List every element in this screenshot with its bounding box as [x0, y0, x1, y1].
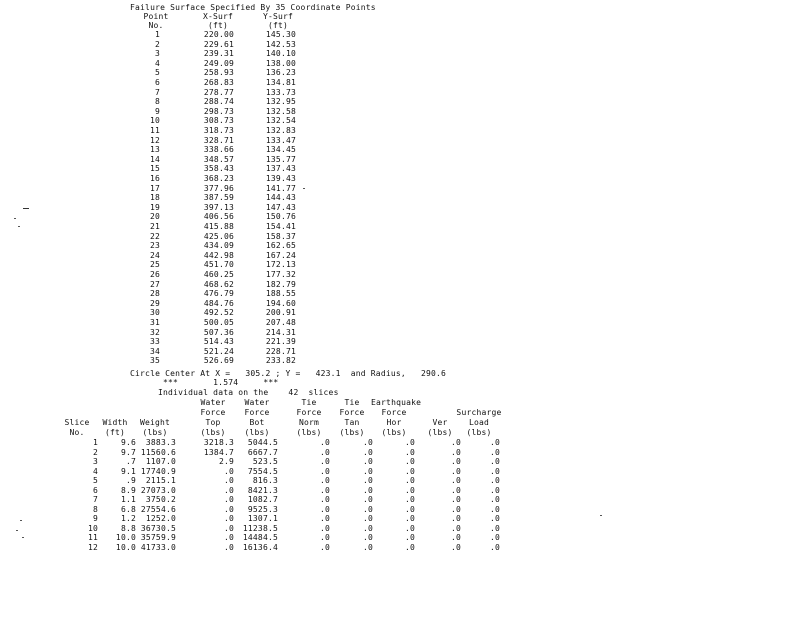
slice-header-cell: Force [200, 408, 226, 417]
slice-cell: .0 [404, 533, 415, 542]
y-surf-value: 133.73 [265, 87, 296, 97]
slice-cell: .0 [450, 504, 461, 514]
y-surf-value: 188.55 [265, 289, 296, 299]
slice-cell: .0 [223, 504, 234, 514]
safety-factor-line: *** 1.574 *** [163, 378, 279, 387]
point-no: 2 [154, 39, 160, 49]
slice-cell: 10 [87, 523, 98, 533]
slice-cell: 5044.5 [247, 438, 278, 447]
slice-header-cell: (lbs) [200, 428, 226, 437]
y-surf-value: 150.76 [265, 212, 296, 222]
slice-header-cell: Top [205, 418, 221, 427]
y-surf-value: 141.77 [265, 183, 296, 193]
slice-cell: .0 [404, 457, 415, 466]
x-surf-value: 514.43 [203, 337, 234, 347]
slice-cell: .0 [362, 438, 373, 447]
scan-speck [14, 218, 16, 219]
x-surf-value: 434.09 [203, 241, 234, 251]
slice-cell: 1.1 [120, 495, 136, 504]
scan-speck [18, 226, 20, 227]
y-surf-value: 154.41 [265, 222, 296, 231]
slice-cell: 11560.6 [140, 447, 176, 457]
points-header-no: No. [148, 21, 164, 30]
slice-cell: .0 [404, 485, 415, 495]
slice-cell: 9.1 [120, 466, 136, 476]
x-surf-value: 442.98 [203, 250, 234, 260]
slice-cell: 2115.1 [145, 476, 176, 485]
y-surf-value: 145.30 [265, 30, 296, 39]
slice-header-cell: Width [102, 418, 128, 427]
y-surf-value: 233.82 [265, 356, 296, 366]
slice-cell: .0 [404, 447, 415, 457]
point-no: 22 [149, 231, 160, 241]
slice-header-cell: Force [339, 408, 365, 417]
y-surf-value: 135.77 [265, 154, 296, 164]
slice-cell: .0 [404, 466, 415, 476]
slice-header-cell: Earthquake [371, 398, 422, 407]
slice-cell: .9 [125, 476, 136, 485]
slice-cell: .0 [362, 447, 373, 457]
point-no: 24 [149, 250, 160, 260]
slice-header-cell: Weight [139, 418, 171, 427]
point-no: 18 [149, 193, 160, 203]
y-surf-value: 147.43 [265, 202, 296, 212]
slice-cell: .0 [404, 523, 415, 533]
scan-speck [600, 515, 602, 516]
scan-speck [22, 537, 24, 538]
slice-cell: 1.2 [120, 514, 136, 523]
slice-cell: .0 [450, 523, 461, 533]
y-surf-value: 142.53 [265, 39, 296, 49]
x-surf-value: 500.05 [203, 318, 234, 327]
point-no: 12 [149, 135, 160, 145]
x-surf-value: 258.93 [203, 68, 234, 78]
x-surf-value: 484.76 [203, 298, 234, 308]
y-surf-value: 221.39 [265, 337, 296, 347]
slice-header-cell: Force [244, 408, 270, 417]
slice-cell: .0 [450, 447, 461, 457]
slice-header-cell: (lbs) [244, 428, 270, 437]
y-surf-value: 200.91 [265, 308, 296, 318]
slice-cell: .0 [223, 485, 234, 495]
slice-cell: 14484.5 [242, 533, 278, 542]
slice-cell: .0 [319, 485, 330, 495]
slice-cell: 11238.5 [242, 523, 278, 533]
slice-cell: .0 [450, 514, 461, 523]
slice-cell: .0 [450, 485, 461, 495]
y-surf-value: 167.24 [265, 250, 296, 260]
slice-cell: .0 [450, 533, 461, 542]
slice-cell: .0 [319, 438, 330, 447]
slice-cell: .0 [223, 533, 234, 542]
slice-cell: .0 [489, 514, 500, 523]
slice-cell: 9.6 [120, 438, 136, 447]
slice-cell: 816.3 [252, 476, 278, 485]
x-surf-value: 328.71 [203, 135, 234, 145]
slice-header-cell: (lbs) [339, 428, 365, 437]
y-surf-value: 158.37 [265, 231, 296, 241]
x-surf-value: 298.73 [203, 106, 234, 116]
slice-header-cell: Force [381, 408, 407, 417]
x-surf-value: 278.77 [203, 87, 234, 97]
point-no: 34 [149, 346, 160, 356]
x-surf-value: 308.73 [203, 116, 234, 126]
slice-header-cell: (lbs) [427, 428, 453, 437]
point-no: 14 [149, 154, 160, 164]
slice-cell: .0 [489, 495, 500, 504]
slice-cell: 16136.4 [242, 542, 278, 552]
slice-cell: 6667.7 [247, 447, 278, 457]
slice-header-cell: (ft) [104, 428, 126, 437]
slice-cell: 8421.3 [247, 485, 278, 495]
slice-cell: .0 [404, 542, 415, 552]
x-surf-value: 268.83 [203, 78, 234, 87]
slice-cell: 12 [87, 542, 98, 552]
slice-cell: 8.9 [120, 485, 136, 495]
x-surf-value: 368.23 [203, 174, 234, 183]
slice-cell: 27554.6 [140, 504, 176, 514]
x-surf-value: 220.00 [203, 30, 234, 39]
point-no: 9 [154, 106, 160, 116]
slice-cell: .0 [362, 523, 373, 533]
x-surf-value: 476.79 [203, 289, 234, 299]
point-no: 27 [149, 279, 160, 289]
slice-cell: 41733.0 [140, 542, 176, 552]
y-surf-value: 172.13 [265, 260, 296, 270]
slice-header-cell: Surcharge [456, 408, 502, 417]
x-surf-value: 229.61 [203, 39, 234, 49]
slice-cell: .0 [450, 495, 461, 504]
slice-cell: 3750.2 [145, 495, 176, 504]
points-header-xunit: (ft) [207, 21, 229, 30]
slice-cell: .0 [319, 514, 330, 523]
x-surf-value: 451.70 [203, 260, 234, 270]
point-no: 20 [149, 212, 160, 222]
slice-cell: .0 [319, 542, 330, 552]
slice-cell: 1307.1 [247, 514, 278, 523]
slice-cell: 6.8 [120, 504, 136, 514]
slice-cell: 3 [92, 457, 98, 466]
slice-cell: .0 [489, 504, 500, 514]
x-surf-value: 318.73 [203, 126, 234, 135]
slice-cell: .0 [362, 542, 373, 552]
slice-cell: .0 [362, 476, 373, 485]
x-surf-value: 526.69 [203, 356, 234, 366]
y-surf-value: 133.47 [265, 135, 296, 145]
slice-cell: 5 [92, 476, 98, 485]
point-no: 5 [154, 68, 160, 78]
slice-cell: 2 [92, 447, 98, 457]
slice-cell: 1082.7 [247, 495, 278, 504]
y-surf-value: 132.54 [265, 116, 296, 126]
slice-cell: .0 [404, 514, 415, 523]
slices-intro: Individual data on the 42 slices [158, 388, 339, 397]
slice-cell: .0 [223, 523, 234, 533]
slice-cell: .0 [223, 542, 234, 552]
slice-header-cell: Slice [64, 418, 90, 427]
slice-header-cell: (lbs) [296, 428, 322, 437]
slice-cell: 3883.3 [145, 438, 176, 447]
slice-cell: 2.9 [218, 457, 234, 466]
slice-cell: .0 [450, 466, 461, 476]
slice-header-cell: Load [468, 418, 490, 427]
slice-cell: .0 [362, 485, 373, 495]
x-surf-value: 358.43 [203, 164, 234, 174]
points-header-xsurf: X-Surf [202, 12, 234, 21]
slice-cell: 10.0 [115, 542, 136, 552]
y-surf-value: 228.71 [265, 346, 296, 356]
slice-cell: 8.8 [120, 523, 136, 533]
slice-cell: .0 [489, 485, 500, 495]
slice-cell: .0 [319, 504, 330, 514]
x-surf-value: 415.88 [203, 222, 234, 231]
slice-header-cell: (lbs) [381, 428, 407, 437]
y-surf-value: 214.31 [265, 327, 296, 337]
y-surf-value: 139.43 [265, 174, 296, 183]
y-surf-value: 134.81 [265, 78, 296, 87]
point-no: 4 [154, 58, 160, 68]
slice-cell: .0 [404, 438, 415, 447]
circle-center-line: Circle Center At X = 305.2 ; Y = 423.1 and Radius, 290.6 [130, 369, 447, 378]
point-no: 35 [149, 356, 160, 366]
point-no: 11 [149, 126, 160, 135]
slice-cell: 9525.3 [247, 504, 278, 514]
slice-cell: 1107.0 [145, 457, 176, 466]
scan-speck [20, 520, 22, 521]
slice-cell: 8 [92, 504, 98, 514]
slice-cell: 6 [92, 485, 98, 495]
x-surf-value: 468.62 [203, 279, 234, 289]
slice-header-cell: (lbs) [466, 428, 492, 437]
point-no: 3 [154, 49, 160, 59]
x-surf-value: 288.74 [203, 97, 234, 107]
slice-header-cell: Tan [344, 418, 360, 427]
point-no: 1 [154, 30, 160, 39]
slice-header-cell: Ver [432, 418, 448, 427]
slice-cell: .0 [450, 438, 461, 447]
points-header-ysurf: Y-Surf [262, 12, 294, 21]
slice-header-cell: No. [69, 428, 85, 437]
point-no: 28 [149, 289, 160, 299]
slice-header-cell: Hor [386, 418, 402, 427]
y-surf-value: 162.65 [265, 241, 296, 251]
point-no: 7 [154, 87, 160, 97]
point-no: 33 [149, 337, 160, 347]
y-surf-value: 134.45 [265, 145, 296, 155]
slice-header-cell: Water [244, 398, 270, 407]
y-surf-value: 132.95 [265, 97, 296, 107]
slice-cell: .0 [319, 533, 330, 542]
slice-cell: .0 [319, 495, 330, 504]
y-surf-value: 137.43 [265, 164, 296, 174]
slice-cell: 36730.5 [140, 523, 176, 533]
slice-cell: .0 [362, 495, 373, 504]
point-no: 15 [149, 164, 160, 174]
slice-cell: .0 [223, 476, 234, 485]
y-surf-value: 136.23 [265, 68, 296, 78]
point-no: 13 [149, 145, 160, 155]
slice-cell: 17740.9 [140, 466, 176, 476]
x-surf-value: 239.31 [203, 49, 234, 59]
slice-cell: 9 [92, 514, 98, 523]
x-surf-value: 460.25 [203, 270, 234, 279]
slice-header-cell: Norm [298, 418, 320, 427]
slice-header-cell: Tie [344, 398, 360, 407]
point-no: 31 [149, 318, 160, 327]
slice-cell: 1 [92, 438, 98, 447]
point-no: 6 [154, 78, 160, 87]
x-surf-value: 397.13 [203, 202, 234, 212]
x-surf-value: 521.24 [203, 346, 234, 356]
x-surf-value: 406.56 [203, 212, 234, 222]
slice-cell: .0 [362, 504, 373, 514]
x-surf-value: 492.52 [203, 308, 234, 318]
slice-cell: 523.5 [252, 457, 278, 466]
point-no: 23 [149, 241, 160, 251]
y-surf-value: 140.10 [265, 49, 296, 59]
points-header-yunit: (ft) [267, 21, 289, 30]
slice-cell: .0 [223, 514, 234, 523]
slice-cell: .0 [489, 447, 500, 457]
y-surf-value: 194.60 [265, 298, 296, 308]
x-surf-value: 387.59 [203, 193, 234, 203]
slice-cell: .0 [362, 533, 373, 542]
slice-cell: .0 [489, 438, 500, 447]
slice-cell: 35759.9 [140, 533, 176, 542]
point-no: 8 [154, 97, 160, 107]
slice-cell: .0 [362, 514, 373, 523]
slice-cell: 27073.0 [140, 485, 176, 495]
slice-header-cell: Tie [301, 398, 317, 407]
slice-cell: .0 [489, 542, 500, 552]
slice-cell: .0 [319, 457, 330, 466]
slice-cell: 1384.7 [203, 447, 234, 457]
point-no: 26 [149, 270, 160, 279]
slice-cell: .0 [489, 466, 500, 476]
scan-speck [16, 530, 18, 531]
slice-cell: .0 [319, 447, 330, 457]
slice-cell: 11 [87, 533, 98, 542]
report-title: Failure Surface Specified By 35 Coordinate Points [130, 3, 376, 12]
slice-cell: 7 [92, 495, 98, 504]
point-no: 25 [149, 260, 160, 270]
slice-header-cell: Force [296, 408, 322, 417]
point-no: 10 [149, 116, 160, 126]
slice-cell: .0 [489, 476, 500, 485]
point-no: 16 [149, 174, 160, 183]
x-surf-value: 425.06 [203, 231, 234, 241]
slice-cell: 1252.0 [145, 514, 176, 523]
slice-cell: .0 [319, 476, 330, 485]
slice-cell: 7554.5 [247, 466, 278, 476]
y-surf-value: 207.48 [265, 318, 296, 327]
point-no: 32 [149, 327, 160, 337]
slice-cell: .0 [489, 523, 500, 533]
point-no: 29 [149, 298, 160, 308]
slice-cell: .0 [404, 495, 415, 504]
x-surf-value: 348.57 [203, 154, 234, 164]
slice-header-cell: Bot [249, 418, 265, 427]
x-surf-value: 377.96 [203, 183, 234, 193]
slice-cell: 3218.3 [203, 438, 234, 447]
y-surf-value: 182.79 [265, 279, 296, 289]
x-surf-value: 249.09 [203, 58, 234, 68]
slice-cell: .0 [223, 495, 234, 504]
slice-cell: .7 [125, 457, 136, 466]
slice-cell: .0 [450, 542, 461, 552]
slice-cell: .0 [319, 466, 330, 476]
x-surf-value: 338.66 [203, 145, 234, 155]
scan-speck [303, 188, 305, 189]
slice-cell: .0 [404, 504, 415, 514]
slice-cell: .0 [362, 457, 373, 466]
slice-cell: .0 [450, 457, 461, 466]
slice-cell: .0 [489, 457, 500, 466]
slice-cell: .0 [319, 523, 330, 533]
slice-header-cell: (lbs) [142, 428, 168, 437]
y-surf-value: 132.58 [265, 106, 296, 116]
slice-cell: .0 [362, 466, 373, 476]
slice-cell: .0 [489, 533, 500, 542]
slice-cell: .0 [450, 476, 461, 485]
slice-cell: 9.7 [120, 447, 136, 457]
slice-header-cell: Water [200, 398, 226, 407]
slice-cell: .0 [223, 466, 234, 476]
scan-mark [23, 208, 29, 209]
slice-cell: .0 [404, 476, 415, 485]
point-no: 21 [149, 222, 160, 231]
point-no: 17 [149, 183, 160, 193]
slice-cell: 4 [92, 466, 98, 476]
y-surf-value: 138.00 [265, 58, 296, 68]
point-no: 19 [149, 202, 160, 212]
point-no: 30 [149, 308, 160, 318]
points-header-point: Point [143, 12, 169, 21]
y-surf-value: 132.83 [265, 126, 296, 135]
slice-cell: 10.0 [115, 533, 136, 542]
y-surf-value: 177.32 [265, 270, 296, 279]
y-surf-value: 144.43 [265, 193, 296, 203]
x-surf-value: 507.36 [203, 327, 234, 337]
